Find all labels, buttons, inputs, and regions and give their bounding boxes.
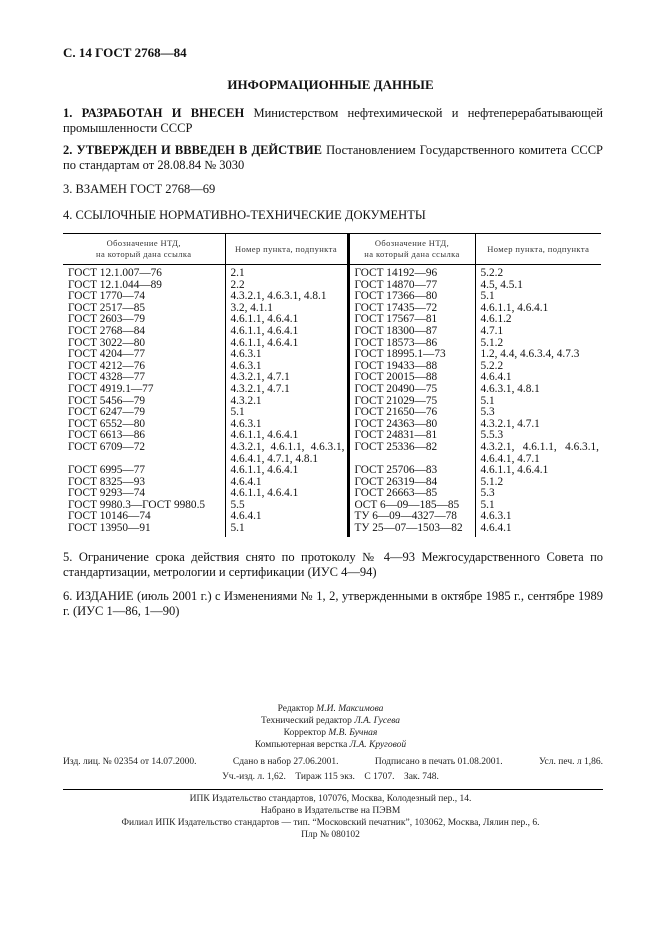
col-header: Номер пункта, подпункта <box>225 234 348 265</box>
col-header: Обозначение НТД, на который дана ссылка <box>348 234 475 265</box>
ntd-designation: ОСТ 6—09—185—85 <box>348 500 475 512</box>
publisher-info: ИПК Издательство стандартов, 107076, Москва, Колодезный пер., 14. Набрано в Издательстве на ПЭВМ Филиал ИПК Издательство стандартов — тип. “Московский печатник”, 103062, Москва, Лялин пер., 6. Плр № 080102 <box>121 794 540 840</box>
ntd-designation: ГОСТ 6247—79 <box>68 406 145 419</box>
ntd-designation: ГОСТ 4212—76 <box>68 359 145 372</box>
section-title: ИНФОРМАЦИОННЫЕ ДАННЫЕ <box>227 77 434 92</box>
clause-numbers: 5.1 <box>475 291 601 303</box>
references-table <box>63 233 601 537</box>
credits <box>0 703 661 751</box>
clause-numbers: 4.7.1 <box>475 326 601 338</box>
clause-numbers: 5.5.3 <box>475 430 601 442</box>
table-row <box>63 523 601 537</box>
clause-numbers: 5.1 <box>475 396 601 408</box>
ntd-designation: ГОСТ 2517—85 <box>68 301 145 314</box>
ntd-designation: ГОСТ 24831—81 <box>348 430 475 442</box>
clause-numbers: 5.1 <box>225 523 348 537</box>
page-header: С. 14 ГОСТ 2768—84 <box>63 45 187 60</box>
clause-numbers: 4.6.4.1 <box>225 511 348 523</box>
clause-numbers: 4.6.1.1, 4.6.4.1 <box>475 465 601 477</box>
clause-numbers: 4.6.1.1, 4.6.4.1 <box>225 465 348 477</box>
clause-numbers: 5.1 <box>225 407 348 419</box>
clause-numbers: 4.3.2.1, 4.6.3.1, 4.8.1 <box>225 291 348 303</box>
ntd-designation: ГОСТ 21029—75 <box>348 396 475 408</box>
ntd-designation: ГОСТ 9980.3—ГОСТ 9980.5 <box>68 498 206 511</box>
col-header: Обозначение НТД, на который дана ссылка <box>63 234 225 265</box>
ntd-designation: ГОСТ 3022—80 <box>68 336 145 349</box>
ntd-designation: ГОСТ 12.1.044—89 <box>68 278 162 291</box>
clause-numbers: 4.6.4.1 <box>225 477 348 489</box>
ntd-designation: ГОСТ 8325—93 <box>68 475 145 488</box>
imprint-line-1: Изд. лиц. № 02354 от 14.07.2000. Сдано в набор 27.06.2001. Подписано в печать 01.08.2001. Усл. печ. л 1,86. <box>63 757 603 767</box>
ntd-designation: ГОСТ 21650—76 <box>348 407 475 419</box>
clause-numbers: 5.5 <box>225 500 348 512</box>
table-row <box>63 265 601 280</box>
ntd-designation: ГОСТ 25706—83 <box>348 465 475 477</box>
table-row <box>63 326 601 338</box>
info-item-6: 6. ИЗДАНИЕ (июль 2001 г.) с Изменениями № 1, 2, утвержденными в октябре 1985 г., сентябре 1989 г. (ИУС 1—86, 1—90) <box>63 589 603 618</box>
clause-numbers: 5.2.2 <box>475 265 601 280</box>
info-item-4: 4. ССЫЛОЧНЫЕ НОРМАТИВНО-ТЕХНИЧЕСКИЕ ДОКУМЕНТЫ <box>63 208 426 222</box>
clause-numbers: 5.3 <box>475 488 601 500</box>
ntd-designation: ГОСТ 18300—87 <box>348 326 475 338</box>
ntd-designation: ГОСТ 6709—72 <box>68 440 145 453</box>
clause-numbers: 4.6.3.1, 4.8.1 <box>475 384 601 396</box>
ntd-designation: ГОСТ 14192—96 <box>348 265 475 280</box>
ntd-designation: ГОСТ 4919.1—77 <box>68 382 154 395</box>
ntd-designation: ГОСТ 10146—74 <box>68 510 151 523</box>
clause-numbers: 5.1.2 <box>475 477 601 489</box>
ntd-designation: ГОСТ 18995.1—73 <box>348 349 475 361</box>
clause-numbers: 4.6.3.1 <box>225 361 348 373</box>
table-row <box>63 407 601 419</box>
credit-line: Компьютерная верстка Л.А. Круговой <box>254 740 407 750</box>
ntd-designation: ГОСТ 4328—77 <box>68 371 145 384</box>
ntd-designation: ГОСТ 17435—72 <box>348 303 475 315</box>
clause-numbers: 4.3.2.1, 4.6.1.1, 4.6.3.1, 4.6.4.1, 4.7.1 <box>475 442 601 465</box>
info-item-1: 1. РАЗРАБОТАН И ВНЕСЕН Министерством нефтехимической и нефтеперерабатывающей промышленности СССР <box>63 106 603 135</box>
ntd-designation: ГОСТ 6552—80 <box>68 417 145 430</box>
table-row <box>63 465 601 477</box>
table-row <box>63 442 601 465</box>
clause-numbers: 4.6.1.1, 4.6.4.1 <box>225 430 348 442</box>
ntd-designation: ГОСТ 20015—88 <box>348 372 475 384</box>
ntd-designation: ГОСТ 9293—74 <box>68 487 145 500</box>
clause-numbers: 4.3.2.1, 4.7.1 <box>225 372 348 384</box>
clause-numbers: 4.6.1.2 <box>475 314 601 326</box>
clause-numbers: 4.6.1.1, 4.6.4.1 <box>225 314 348 326</box>
clause-numbers: 5.2.2 <box>475 361 601 373</box>
col-header: Номер пункта, подпункта <box>475 234 601 265</box>
clause-numbers: 4.3.2.1, 4.7.1 <box>475 419 601 431</box>
ntd-designation: ГОСТ 24363—80 <box>348 419 475 431</box>
ntd-designation: ГОСТ 14870—77 <box>348 280 475 292</box>
clause-numbers: 5.1 <box>475 500 601 512</box>
clause-numbers: 4.6.3.1 <box>475 511 601 523</box>
clause-numbers: 4.6.1.1, 4.6.4.1 <box>225 488 348 500</box>
ntd-designation: ТУ 6—09—4327—78 <box>348 511 475 523</box>
ntd-designation: ТУ 25—07—1503—82 <box>348 523 475 537</box>
clause-numbers: 1.2, 4.4, 4.6.3.4, 4.7.3 <box>475 349 601 361</box>
info-item-2: 2. УТВЕРЖДЕН И ВВВЕДЕН В ДЕЙСТВИЕ Постановлением Государственного комитета СССР по стандартам от 28.08.84 № 3030 <box>63 143 604 172</box>
clause-numbers: 4.5, 4.5.1 <box>475 280 601 292</box>
clause-numbers: 5.3 <box>475 407 601 419</box>
ntd-designation: ГОСТ 5456—79 <box>68 394 145 407</box>
divider <box>63 789 603 790</box>
ntd-designation: ГОСТ 26319—84 <box>348 477 475 489</box>
ntd-designation: ГОСТ 26663—85 <box>348 488 475 500</box>
ntd-designation: ГОСТ 2603—79 <box>68 313 145 326</box>
clause-numbers: 2.2 <box>225 280 348 292</box>
ntd-designation: ГОСТ 18573—86 <box>348 338 475 350</box>
ntd-designation: ГОСТ 4204—77 <box>68 348 145 361</box>
table-row <box>63 349 601 361</box>
credit-line: Редактор М.И. Максимова <box>277 704 384 714</box>
credit-line: Корректор М.В. Бучная <box>283 728 378 738</box>
ntd-designation: ГОСТ 12.1.007—76 <box>68 267 162 279</box>
clause-numbers: 4.6.1.1, 4.6.4.1 <box>225 326 348 338</box>
clause-numbers: 3.2, 4.1.1 <box>225 303 348 315</box>
clause-numbers: 5.1.2 <box>475 338 601 350</box>
clause-numbers: 2.1 <box>225 265 348 280</box>
clause-numbers: 4.6.3.1 <box>225 419 348 431</box>
imprint-line-2: Уч.-изд. л. 1,62. Тираж 115 экз. С 1707. Зак. 748. <box>222 772 439 782</box>
ntd-designation: ГОСТ 6995—77 <box>68 464 145 477</box>
ntd-designation: ГОСТ 20490—75 <box>348 384 475 396</box>
ntd-designation: ГОСТ 25336—82 <box>348 442 475 465</box>
info-item-3: 3. ВЗАМЕН ГОСТ 2768—69 <box>63 182 216 196</box>
clause-numbers: 4.6.4.1 <box>475 523 601 537</box>
ntd-designation: ГОСТ 6613—86 <box>68 429 145 442</box>
ntd-designation: ГОСТ 19433—88 <box>348 361 475 373</box>
ntd-designation: ГОСТ 13950—91 <box>68 522 151 535</box>
info-item-5: 5. Ограничение срока действия снято по протоколу № 4—93 Межгосударственного Совета по стандартизации, метрологии и сертификации (ИУС 4—94) <box>63 550 604 579</box>
ntd-designation: ГОСТ 17366—80 <box>348 291 475 303</box>
clause-numbers: 4.6.1.1, 4.6.4.1 <box>225 338 348 350</box>
ntd-designation: ГОСТ 17567—81 <box>348 314 475 326</box>
clause-numbers: 4.3.2.1 <box>225 396 348 408</box>
table-row <box>63 384 601 396</box>
clause-numbers: 4.3.2.1, 4.6.1.1, 4.6.3.1, 4.6.4.1, 4.7.1, 4.8.1 <box>225 442 348 465</box>
ntd-designation: ГОСТ 1770—74 <box>68 290 145 303</box>
ntd-designation: ГОСТ 2768—84 <box>68 324 145 337</box>
credit-line: Технический редактор Л.А. Гусева <box>260 716 401 726</box>
clause-numbers: 4.3.2.1, 4.7.1 <box>225 384 348 396</box>
clause-numbers: 4.6.4.1 <box>475 372 601 384</box>
clause-numbers: 4.6.3.1 <box>225 349 348 361</box>
clause-numbers: 4.6.1.1, 4.6.4.1 <box>475 303 601 315</box>
